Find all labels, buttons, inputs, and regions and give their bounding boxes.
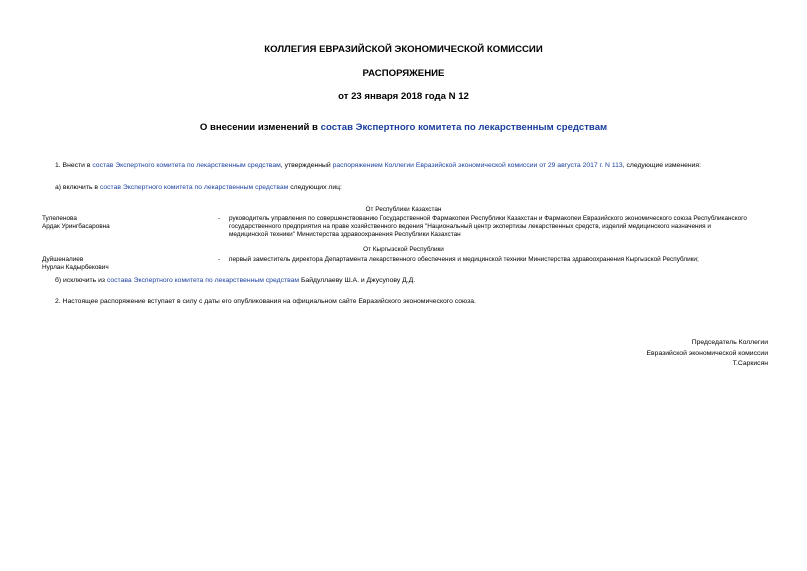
kyrgyzstan-given-name: Нурлан Кадырбекович bbox=[42, 264, 109, 272]
paragraph-2: 2. Настоящее распоряжение вступает в силу с даты его опубликования на официальном сайте Евразийского экономического союза. bbox=[55, 298, 476, 305]
para1-link-order[interactable]: распоряжением Коллегии Евразийской экономической комиссии от 29 августа 2017 г. N 113 bbox=[332, 162, 623, 169]
item-b bbox=[55, 276, 415, 285]
kazakhstan-position-line-1: руководитель управления по совершенствованию Государственной Фармакопеи Республики Казахстан и Фармакопеи Евразийского экономического союза Республиканского bbox=[229, 215, 747, 222]
para1-link-committee[interactable]: состав Экспертного комитета по лекарственным средствам bbox=[92, 162, 281, 169]
kazakhstan-position-line-2: государственного предприятия на праве хозяйственного ведения "Национальный центр экспертизы лекарственных средств, изделий медицинского назначения и bbox=[229, 223, 711, 231]
kyrgyzstan-member-position: первый заместитель директора Департамента лекарственного обеспечения и медицинской техники Министерства здравоохранения Кыргызской Республики; bbox=[229, 256, 699, 263]
signature-position: Председатель Коллегии bbox=[691, 339, 768, 346]
title-link[interactable]: состав Экспертного комитета по лекарственным средствам bbox=[320, 122, 608, 133]
kazakhstan-member-name bbox=[42, 215, 110, 231]
paragraph-1 bbox=[55, 161, 701, 170]
kyrgyzstan-heading: От Кыргызской Республики bbox=[363, 246, 444, 253]
para1-text-2: , утвержденный bbox=[280, 162, 333, 169]
para1-text-1: 1. Внести в bbox=[55, 162, 93, 169]
kyrgyzstan-surname: Дуйшеналиев bbox=[42, 256, 84, 263]
title-prefix: О внесении изменений в bbox=[199, 122, 321, 133]
item-b-text-1: б) исключить из bbox=[55, 277, 107, 284]
signature-organization: Евразийской экономической комиссии bbox=[646, 349, 768, 357]
signature-block bbox=[647, 338, 768, 370]
item-a bbox=[55, 183, 342, 192]
kyrgyzstan-dash: - bbox=[218, 256, 221, 263]
item-b-text-2: Байдуллаеву Ш.А. и Джусупову Д.Д. bbox=[299, 277, 416, 284]
item-a-text-1: а) включить в bbox=[55, 184, 100, 191]
kazakhstan-given-name: Ардак Урингбасаровна bbox=[42, 223, 110, 231]
item-a-text-2: следующих лиц: bbox=[288, 184, 342, 191]
document-date: от 23 января 2018 года N 12 bbox=[338, 91, 469, 102]
kazakhstan-surname: Тулеленова bbox=[42, 215, 77, 222]
item-b-link[interactable]: состава Экспертного комитета по лекарственным средствам bbox=[106, 277, 300, 284]
kyrgyzstan-member-name bbox=[42, 256, 109, 272]
kazakhstan-dash: - bbox=[218, 215, 221, 222]
item-a-link[interactable]: состав Экспертного комитета по лекарственным средствам bbox=[99, 184, 289, 191]
document-title bbox=[0, 122, 807, 133]
kazakhstan-position-line-3: медицинской техники" Министерства здравоохранения Республики Казахстан bbox=[229, 231, 461, 239]
document-type: РАСПОРЯЖЕНИЕ bbox=[362, 68, 445, 79]
kazakhstan-member-position bbox=[229, 215, 747, 240]
signature-name: Т.Саркисян bbox=[732, 360, 768, 367]
para1-text-3: , следующие изменения: bbox=[622, 162, 701, 169]
kazakhstan-heading: От Республики Казахстан bbox=[365, 206, 442, 213]
org-name: КОЛЛЕГИЯ ЕВРАЗИЙСКОЙ ЭКОНОМИЧЕСКОЙ КОМИССИИ bbox=[264, 44, 543, 55]
